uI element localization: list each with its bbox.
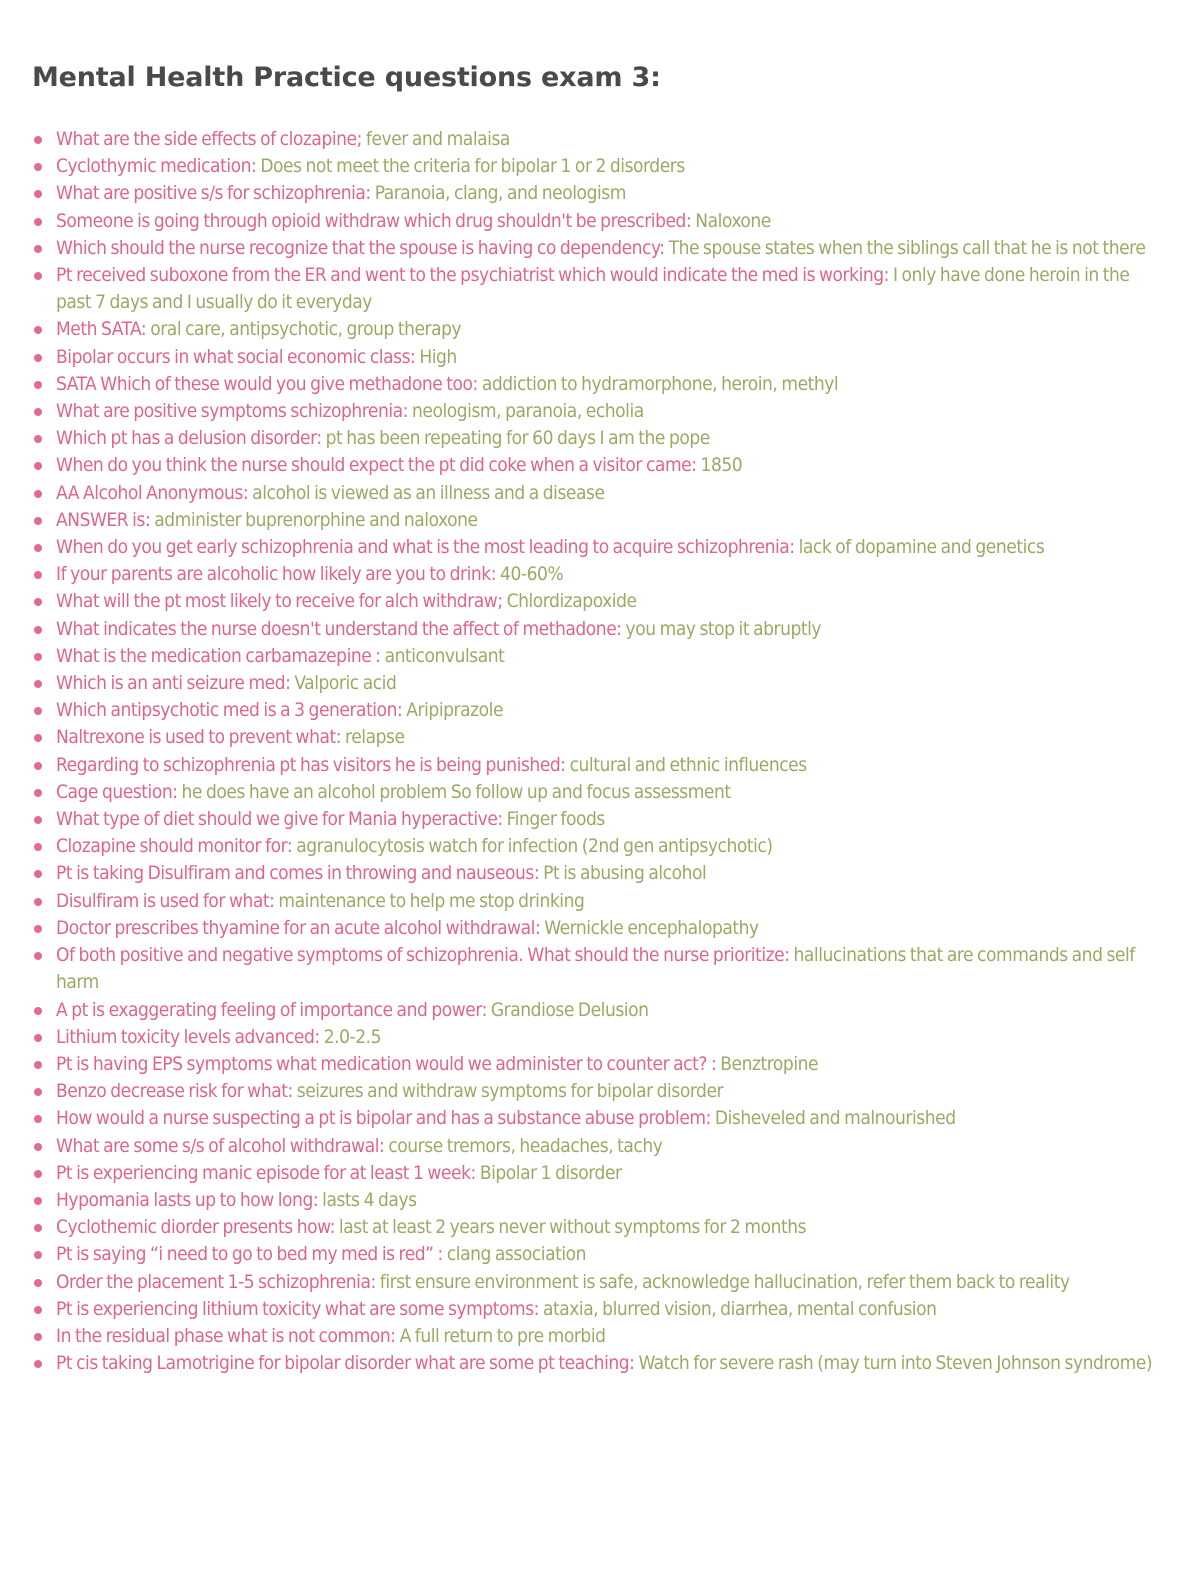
bullet-icon xyxy=(34,870,42,878)
question-text: What are positive symptoms schizophrenia: xyxy=(56,400,409,423)
answer-text: anticonvulsant xyxy=(380,644,505,667)
question-text: Pt is experiencing lithium toxicity what are some symptoms: xyxy=(56,1297,539,1320)
list-item xyxy=(32,452,1160,479)
question-text: SATA Which of these would you give methadone too: xyxy=(56,372,478,395)
list-item xyxy=(32,1323,1160,1350)
list-item xyxy=(32,915,1160,942)
question-text: What are positive s/s for schizophrenia: xyxy=(56,182,371,205)
question-text: A pt is exaggerating feeling of importance and power: xyxy=(56,998,487,1021)
answer-text: addiction to hydramorphone, heroin, methyl xyxy=(477,372,839,395)
bullet-icon xyxy=(34,762,42,770)
list-item xyxy=(32,371,1160,398)
bullet-icon xyxy=(34,218,42,226)
list-item xyxy=(32,806,1160,833)
question-text: What will the pt most likely to receive for alch withdraw; xyxy=(56,590,503,613)
question-text: Which is an anti seizure med: xyxy=(56,672,291,695)
answer-text: Finger foods xyxy=(502,808,605,831)
question-text: Order the placement 1-5 schizophrenia: xyxy=(56,1270,376,1293)
bullet-icon xyxy=(34,1034,42,1042)
question-text: Pt is having EPS symptoms what medication would we administer to counter act? : xyxy=(56,1052,717,1075)
question-text: Pt is saying “i need to go to bed my med is red” : xyxy=(56,1243,443,1266)
answer-text: last at least 2 years never without symptoms for 2 months xyxy=(334,1216,807,1239)
bullet-icon xyxy=(34,707,42,715)
question-text: ANSWER is: xyxy=(56,508,151,531)
list-item xyxy=(32,1133,1160,1160)
answer-text: first ensure environment is safe, acknowledge hallucination, refer them back to reality xyxy=(375,1270,1070,1293)
question-text: What is the medication carbamazepine : xyxy=(56,644,381,667)
question-text: Pt is taking Disulfiram and comes in throwing and nauseous: xyxy=(56,862,540,885)
question-text: Benzo decrease risk for what: xyxy=(56,1080,293,1103)
answer-text: Grandiose Delusion xyxy=(486,998,649,1021)
answer-text: Disheveled and malnourished xyxy=(710,1107,956,1130)
list-item xyxy=(32,1160,1160,1187)
answer-text: lack of dopamine and genetics xyxy=(794,536,1045,559)
question-text: Which pt has a delusion disorder: xyxy=(56,427,322,450)
answer-text: I only have done heroin in the past 7 days and I usually do it everyday xyxy=(56,264,1130,314)
list-item xyxy=(32,1269,1160,1296)
bullet-icon xyxy=(34,571,42,579)
bullet-icon xyxy=(34,898,42,906)
list-item xyxy=(32,425,1160,452)
list-item xyxy=(32,1214,1160,1241)
question-text: Meth SATA: xyxy=(56,318,147,341)
bullet-icon xyxy=(34,326,42,334)
question-text: Someone is going through opioid withdraw which drug shouldn't be prescribed: xyxy=(56,209,692,232)
list-item xyxy=(32,507,1160,534)
bullet-icon xyxy=(34,1115,42,1123)
answer-text: seizures and withdraw symptoms for bipolar disorder xyxy=(292,1080,724,1103)
question-text: Pt is experiencing manic episode for at least 1 week: xyxy=(56,1161,476,1184)
bullet-icon xyxy=(34,1197,42,1205)
question-text: When do you think the nurse should expect the pt did coke when a visitor came: xyxy=(56,454,697,477)
list-item xyxy=(32,235,1160,262)
bullet-icon xyxy=(34,1224,42,1232)
list-item xyxy=(32,316,1160,343)
question-text: Doctor prescribes thyamine for an acute alcohol withdrawal: xyxy=(56,916,541,939)
bullet-icon xyxy=(34,1306,42,1314)
question-text: Which antipsychotic med is a 3 generation: xyxy=(56,699,403,722)
list-item xyxy=(32,1187,1160,1214)
list-item xyxy=(32,888,1160,915)
list-item xyxy=(32,344,1160,371)
bullet-icon xyxy=(34,354,42,362)
question-text: What indicates the nurse doesn't understand the affect of methadone: xyxy=(56,617,622,640)
bullet-icon xyxy=(34,1360,42,1368)
list-item xyxy=(32,398,1160,425)
question-list xyxy=(32,126,1160,1377)
bullet-icon xyxy=(34,598,42,606)
bullet-icon xyxy=(34,190,42,198)
bullet-icon xyxy=(34,626,42,634)
list-item xyxy=(32,1296,1160,1323)
bullet-icon xyxy=(34,1088,42,1096)
list-item xyxy=(32,724,1160,751)
answer-text: Valporic acid xyxy=(290,672,397,695)
list-item xyxy=(32,1024,1160,1051)
answer-text: 40-60% xyxy=(496,563,564,586)
list-item xyxy=(32,752,1160,779)
answer-text: maintenance to help me stop drinking xyxy=(274,889,585,912)
answer-text: High xyxy=(415,345,457,368)
list-item xyxy=(32,860,1160,887)
bullet-icon xyxy=(34,1007,42,1015)
question-text: Disulfiram is used for what: xyxy=(56,889,275,912)
bullet-icon xyxy=(34,490,42,498)
bullet-icon xyxy=(34,734,42,742)
list-item xyxy=(32,997,1160,1024)
list-item xyxy=(32,480,1160,507)
question-text: What type of diet should we give for Mania hyperactive: xyxy=(56,808,503,831)
bullet-icon xyxy=(34,1333,42,1341)
answer-text: fever and malaisa xyxy=(361,128,510,150)
bullet-icon xyxy=(34,136,42,144)
answer-text: Paranoia, clang, and neologism xyxy=(370,182,626,205)
bullet-icon xyxy=(34,789,42,797)
answer-text: clang association xyxy=(442,1243,587,1266)
list-item xyxy=(32,833,1160,860)
answer-text: agranulocytosis watch for infection (2nd gen antipsychotic) xyxy=(292,835,773,858)
bullet-icon xyxy=(34,1279,42,1287)
list-item xyxy=(32,942,1160,996)
question-text: When do you get early schizophrenia and what is the most leading to acquire schizophrenia: xyxy=(56,536,795,559)
bullet-icon xyxy=(34,1251,42,1259)
bullet-icon xyxy=(34,680,42,688)
answer-text: Watch for severe rash (may turn into Steven Johnson syndrome) xyxy=(634,1352,1153,1375)
question-text: How would a nurse suspecting a pt is bipolar and has a substance abuse problem: xyxy=(56,1107,711,1130)
bullet-icon xyxy=(34,843,42,851)
answer-text: pt has been repeating for 60 days I am the pope xyxy=(321,427,710,450)
answer-text: he does have an alcohol problem So follow up and focus assessment xyxy=(177,780,731,803)
answer-text: The spouse states when the siblings call that he is not there xyxy=(664,236,1146,259)
bullet-icon xyxy=(34,272,42,280)
list-item xyxy=(32,534,1160,561)
answer-text: Chlordizapoxide xyxy=(502,590,637,613)
answer-text: ataxia, blurred vision, diarrhea, mental confusion xyxy=(538,1297,937,1320)
answer-text: Bipolar 1 disorder xyxy=(475,1161,622,1184)
question-text: Regarding to schizophrenia pt has visitors he is being punished: xyxy=(56,753,566,776)
answer-text: Naloxone xyxy=(691,209,771,232)
list-item xyxy=(32,126,1160,153)
question-text: AA Alcohol Anonymous: xyxy=(56,481,249,504)
answer-text: administer buprenorphine and naloxone xyxy=(150,508,478,531)
list-item xyxy=(32,561,1160,588)
answer-text: relapse xyxy=(341,726,405,749)
page-title: Mental Health Practice questions exam 3: xyxy=(32,62,661,93)
bullet-icon xyxy=(34,544,42,552)
question-text: Lithium toxicity levels advanced: xyxy=(56,1025,320,1048)
answer-text: alcohol is viewed as an illness and a disease xyxy=(248,481,605,504)
list-item xyxy=(32,1350,1160,1377)
bullet-icon xyxy=(34,381,42,389)
bullet-icon xyxy=(34,408,42,416)
question-text: If your parents are alcoholic how likely are you to drink: xyxy=(56,563,497,586)
list-item xyxy=(32,616,1160,643)
answer-text: 1850 xyxy=(696,454,743,477)
list-item xyxy=(32,1105,1160,1132)
bullet-icon xyxy=(34,462,42,470)
bullet-icon xyxy=(34,1143,42,1151)
answer-text: Aripiprazole xyxy=(402,699,504,722)
question-text: Clozapine should monitor for: xyxy=(56,835,293,858)
question-text: What are the side effects of clozapine; xyxy=(56,128,362,150)
list-item xyxy=(32,180,1160,207)
list-item xyxy=(32,1078,1160,1105)
answer-text: Pt is abusing alcohol xyxy=(539,862,707,885)
list-item xyxy=(32,262,1160,316)
bullet-icon xyxy=(34,816,42,824)
list-item xyxy=(32,697,1160,724)
list-item xyxy=(32,153,1160,180)
list-item xyxy=(32,208,1160,235)
answer-text: A full return to pre morbid xyxy=(395,1324,606,1347)
bullet-icon xyxy=(34,517,42,525)
answer-text: Benztropine xyxy=(716,1052,819,1075)
question-text: Pt cis taking Lamotrigine for bipolar disorder what are some pt teaching: xyxy=(56,1352,635,1375)
answer-text: neologism, paranoia, echolia xyxy=(408,400,644,423)
list-item xyxy=(32,670,1160,697)
list-item xyxy=(32,588,1160,615)
answer-text: cultural and ethnic influences xyxy=(565,753,807,776)
answer-text: lasts 4 days xyxy=(318,1188,417,1211)
bullet-icon xyxy=(34,435,42,443)
answer-text: Does not meet the criteria for bipolar 1 or 2 disorders xyxy=(256,155,685,178)
question-text: Cyclothymic medication: xyxy=(56,155,257,178)
answer-text: oral care, antipsychotic, group therapy xyxy=(146,318,462,341)
question-text: Pt received suboxone from the ER and went to the psychiatrist which would indicate the med is working: xyxy=(56,264,889,287)
bullet-icon xyxy=(34,952,42,960)
answer-text: course tremors, headaches, tachy xyxy=(384,1134,663,1157)
question-text: Bipolar occurs in what social economic class: xyxy=(56,345,416,368)
answer-text: 2.0-2.5 xyxy=(319,1025,382,1048)
question-text: In the residual phase what is not common: xyxy=(56,1324,396,1347)
list-item xyxy=(32,643,1160,670)
list-item xyxy=(32,1051,1160,1078)
answer-text: you may stop it abruptly xyxy=(621,617,822,640)
bullet-icon xyxy=(34,163,42,171)
question-text: Cage question: xyxy=(56,780,178,803)
question-text: Hypomania lasts up to how long: xyxy=(56,1188,319,1211)
bullet-icon xyxy=(34,1061,42,1069)
question-text: Of both positive and negative symptoms of schizophrenia. What should the nurse prioritize: xyxy=(56,944,790,967)
question-text: Cyclothemic diorder presents how: xyxy=(56,1216,335,1239)
question-text: What are some s/s of alcohol withdrawal: xyxy=(56,1134,385,1157)
list-item xyxy=(32,779,1160,806)
answer-text: hallucinations that are commands and self harm xyxy=(56,944,1135,994)
bullet-icon xyxy=(34,925,42,933)
question-text: Which should the nurse recognize that the spouse is having co dependency: xyxy=(56,236,665,259)
bullet-icon xyxy=(34,1170,42,1178)
list-item xyxy=(32,1241,1160,1268)
question-text: Naltrexone is used to prevent what: xyxy=(56,726,342,749)
bullet-icon xyxy=(34,653,42,661)
bullet-icon xyxy=(34,245,42,253)
answer-text: Wernickle encephalopathy xyxy=(540,916,759,939)
